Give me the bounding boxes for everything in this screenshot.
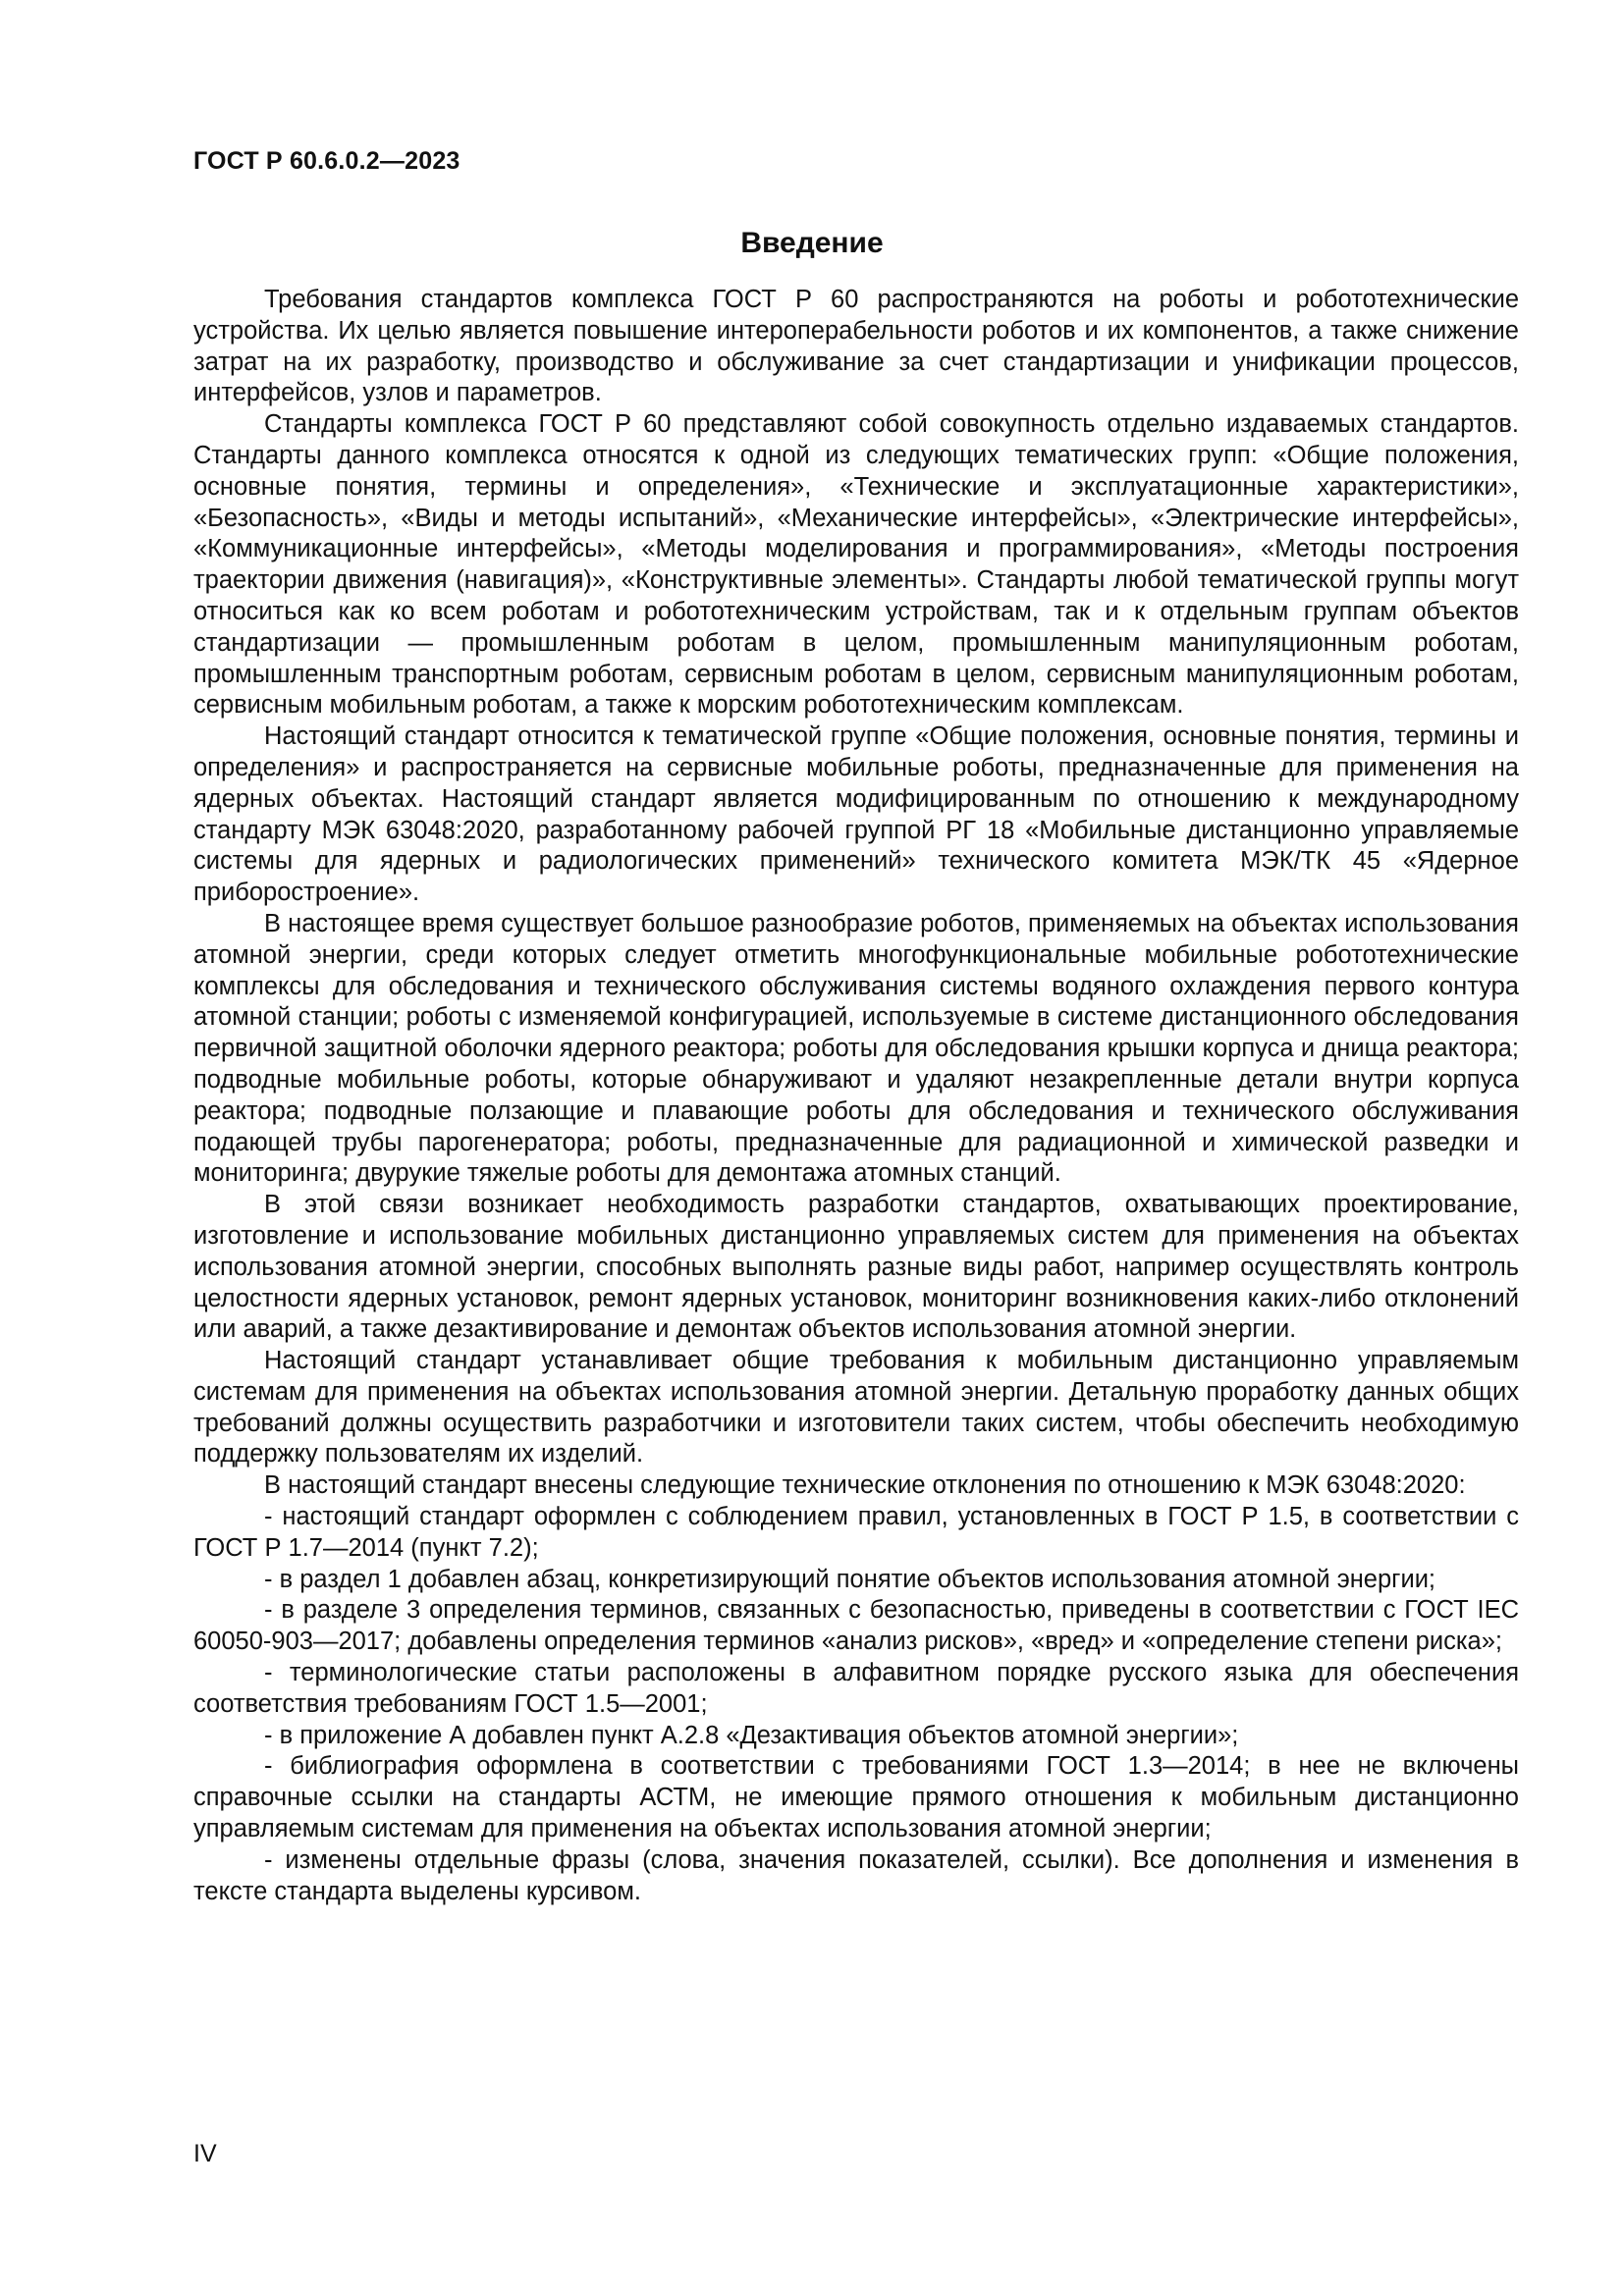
list-item: - библиография оформлена в соответствии с требованиями ГОСТ 1.3—2014; в нее не включены справочные ссылки на стандарты АСТМ, не имеющие прямого отношения к мобильным дистанционно управляемым системам для применения на объектах использования атомной энергии;: [193, 1752, 1519, 1843]
document-code: ГОСТ Р 60.6.0.2—2023: [193, 147, 460, 175]
list-item: - в приложение А добавлен пункт А.2.8 «Дезактивация объектов атомной энергии»;: [264, 1721, 1239, 1749]
list-item: - изменены отдельные фразы (слова, значения показателей, ссылки). Все дополнения и изменения в тексте стандарта выделены курсивом.: [193, 1845, 1519, 1905]
paragraph-need-for-standards: В этой связи возникает необходимость разработки стандартов, охватывающих проектирование, изготовление и использование мобильных дистанционно управляемых систем для применения на объектах использования атомной энергии, способных выполнять разные виды работ, например осуществлять контроль целостности ядерных установок, ремонт ядерных установок, мониторинг возникновения каких-либо отклонений или аварий, а также дезактивирование и демонтаж объектов использования атомной энергии.: [193, 1191, 1519, 1344]
paragraph-general-requirements: Настоящий стандарт устанавливает общие требования к мобильным дистанционно управляемым системам для применения на объектах использования атомной энергии. Детальную проработку данных общих требований должны осуществить разработчики и изготовители таких систем, чтобы обеспечить необходимую поддержку пользователям их изделий.: [193, 1347, 1519, 1468]
paragraph-thematic-groups: Стандарты комплекса ГОСТ Р 60 представляют собой совокупность отдельно издаваемых стандартов. Стандарты данного комплекса относятся к одной из следующих тематических групп: «Общие положения, основные понятия, термины и определения», «Технические и эксплуатационные характеристики», «Безопасность», «Виды и методы испытаний», «Механические интерфейсы», «Электрические интерфейсы», «Коммуникационные интерфейсы», «Методы моделирования и программирования», «Методы построения траектории движения (навигация)», «Конструктивные элементы». Стандарты любой тематической группы могут относиться как ко всем роботам и робототехническим устройствам, так и к отдельным группам объектов стандартизации — промышленным роботам в целом, промышленным манипуляционным роботам, промышленным транспортным роботам, сервисным роботам в целом, сервисным манипуляционным роботам, сервисным мобильным роботам, а также к морским робототехническим комплексам.: [193, 410, 1519, 720]
list-item: - в разделе 3 определения терминов, связанных с безопасностью, приведены в соответствии с ГОСТ IEC 60050-903—2017; добавлены определения терминов «анализ рисков», «вред» и «определение степени риска»;: [193, 1596, 1519, 1656]
introduction-body: [193, 285, 1519, 1907]
list-item: - терминологические статьи расположены в алфавитном порядке русского языка для обеспечения соответствия требованиям ГОСТ 1.5—2001;: [193, 1659, 1519, 1718]
list-item: - в раздел 1 добавлен абзац, конкретизирующий понятие объектов использования атомной энергии;: [264, 1565, 1436, 1593]
list-item: - настоящий стандарт оформлен с соблюдением правил, установленных в ГОСТ Р 1.5, в соответствии с ГОСТ Р 1.7—2014 (пункт 7.2);: [193, 1503, 1519, 1562]
paragraph-scope: Требования стандартов комплекса ГОСТ Р 60 распространяются на роботы и робототехнические устройства. Их целью является повышение интероперабельности роботов и их компонентов, а также снижение затрат на их разработку, производство и обслуживание за счет стандартизации и унификации процессов, интерфейсов, узлов и параметров.: [193, 286, 1519, 407]
paragraph-robot-variety: В настоящее время существует большое разнообразие роботов, применяемых на объектах использования атомной энергии, среди которых следует отметить многофункциональные мобильные робототехнические комплексы для обследования и технического обслуживания системы водяного охлаждения первого контура атомной станции; роботы с изменяемой конфигурацией, используемые в системе дистанционного обследования первичной защитной оболочки ядерного реактора; роботы для обследования крышки корпуса и днища реактора; подводные мобильные роботы, которые обнаруживают и удаляют незакрепленные детали внутри корпуса реактора; подводные ползающие и плавающие роботы для обследования и технического обслуживания подающей трубы парогенератора; роботы, предназначенные для радиационной и химической разведки и мониторинга; двурукие тяжелые роботы для демонтажа атомных станций.: [193, 909, 1519, 1188]
paragraph-standard-relation: Настоящий стандарт относится к тематической группе «Общие положения, основные понятия, термины и определения» и распространяется на сервисные мобильные роботы, предназначенные для применения на ядерных объектах. Настоящий стандарт является модифицированным по отношению к международному стандарту МЭК 63048:2020, разработанному рабочей группой РГ 18 «Мобильные дистанционно управляемые системы для ядерных и радиологических применений» технического комитета МЭК/ТК 45 «Ядерное приборостроение».: [193, 722, 1519, 907]
paragraph-deviations-intro: В настоящий стандарт внесены следующие технические отклонения по отношению к МЭК 63048:2020:: [264, 1471, 1466, 1500]
section-title: Введение: [740, 227, 884, 259]
page-number: IV: [193, 2140, 217, 2167]
